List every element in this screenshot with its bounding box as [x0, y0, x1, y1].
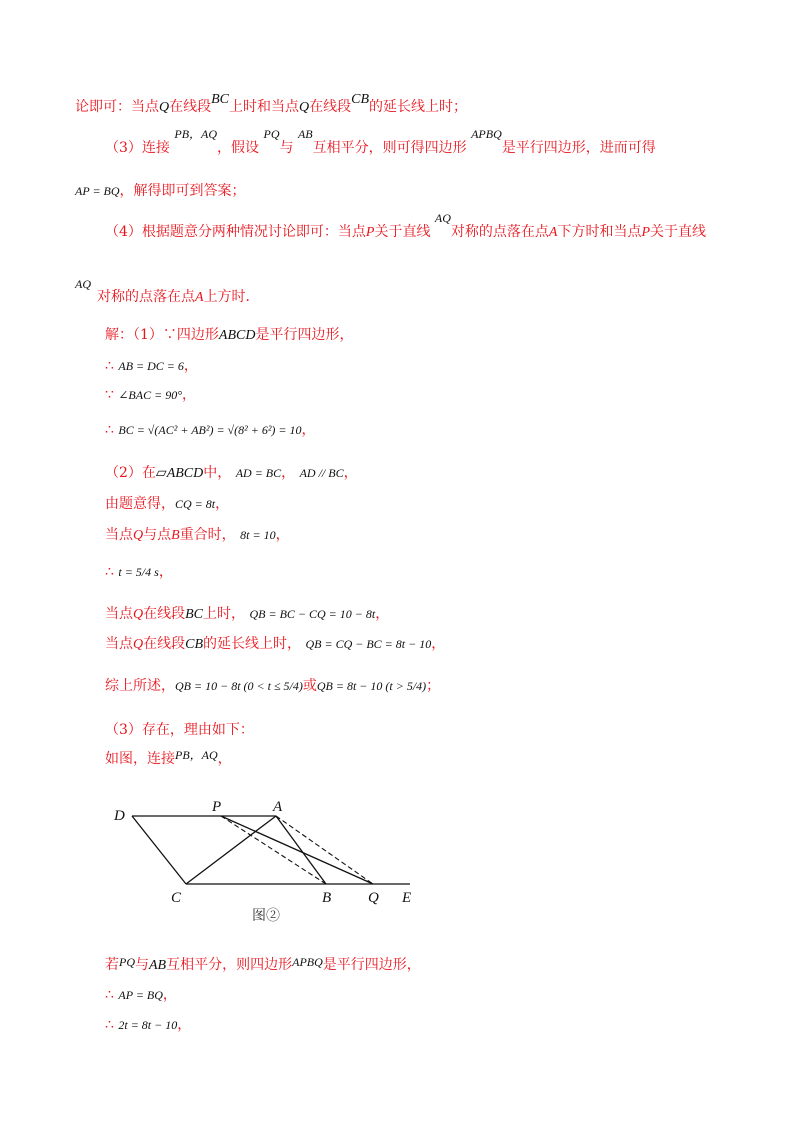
text-line-1: 论即可：当点Q在线段BC上时和当点Q在线段CB的延长线上时； — [75, 92, 468, 115]
segment-AB — [276, 816, 326, 884]
solution-t-value: ∴ t = 5/4 s， — [105, 564, 173, 580]
segment-PQ — [221, 816, 373, 884]
label-Q: Q — [368, 890, 379, 906]
text-line-5b: 对称的点落在点A上方时． — [97, 289, 260, 305]
solution-equation: ∴ 2t = 8t − 10， — [105, 1017, 192, 1033]
solution-cq: 由题意得，CQ = 8t， — [105, 496, 230, 512]
label-D: D — [114, 808, 125, 824]
solution-ab-dc: ∴ AB = DC = 6， — [105, 358, 198, 374]
segment-AQ — [276, 816, 373, 884]
figure-caption: 图② — [252, 909, 280, 924]
solution-2-line: （2）在▱ABCD中， AD = BC， AD // BC， — [105, 465, 358, 481]
solution-summary: 综上所述，QB = 10 − 8t (0 < t ≤ 5/4)或QB = 8t − 10 (t > 5/4)； — [105, 678, 441, 694]
solution-3-line: （3）存在，理由如下： — [105, 722, 254, 738]
segment-DC — [132, 816, 186, 884]
solution-ap-bq: ∴ AP = BQ， — [105, 987, 177, 1003]
text-line-2: （3）连接 PB，AQ，假设 PQ与 AB互相平分，则可得四边形 APBQ是平行四边形，进而可得 — [105, 127, 656, 156]
solution-bc-value: ∴ BC = √(AC² + AB²) = √(8² + 6²) = 10， — [105, 422, 316, 438]
solution-angle-bac: ∵ ∠BAC = 90°， — [105, 387, 196, 403]
text-line-3: AP = BQ，解得即可到答案； — [75, 183, 246, 199]
text-line-4: （4）根据题意分两种情况讨论即可：当点P关于直线 AQ对称的点落在点A下方时和当点P关于直线 — [105, 211, 707, 240]
text-line-5: AQ — [75, 277, 91, 291]
label-P: P — [212, 799, 222, 815]
solution-q-extension: 当点Q在线段CB的延长线上时， QB = CQ − BC = 8t − 10， — [105, 636, 446, 652]
segment-PB — [221, 816, 326, 884]
label-B: B — [322, 890, 332, 906]
label-A: A — [273, 799, 283, 815]
solution-coincide: 当点Q与点B重合时， 8t = 10， — [105, 527, 290, 543]
solution-connect: 如图，连接PB，AQ， — [105, 748, 232, 767]
segment-CA — [186, 816, 276, 884]
label-E: E — [402, 890, 412, 906]
solution-1-line: 解：（1）∵四边形ABCD是平行四边形， — [105, 327, 354, 343]
solution-q-on-bc: 当点Q在线段BC上时， QB = BC − CQ = 10 − 8t， — [105, 606, 390, 622]
solution-bisect: 若PQ与AB互相平分，则四边形APBQ是平行四边形， — [105, 955, 421, 973]
label-C: C — [171, 890, 182, 906]
geometry-figure — [100, 795, 430, 935]
